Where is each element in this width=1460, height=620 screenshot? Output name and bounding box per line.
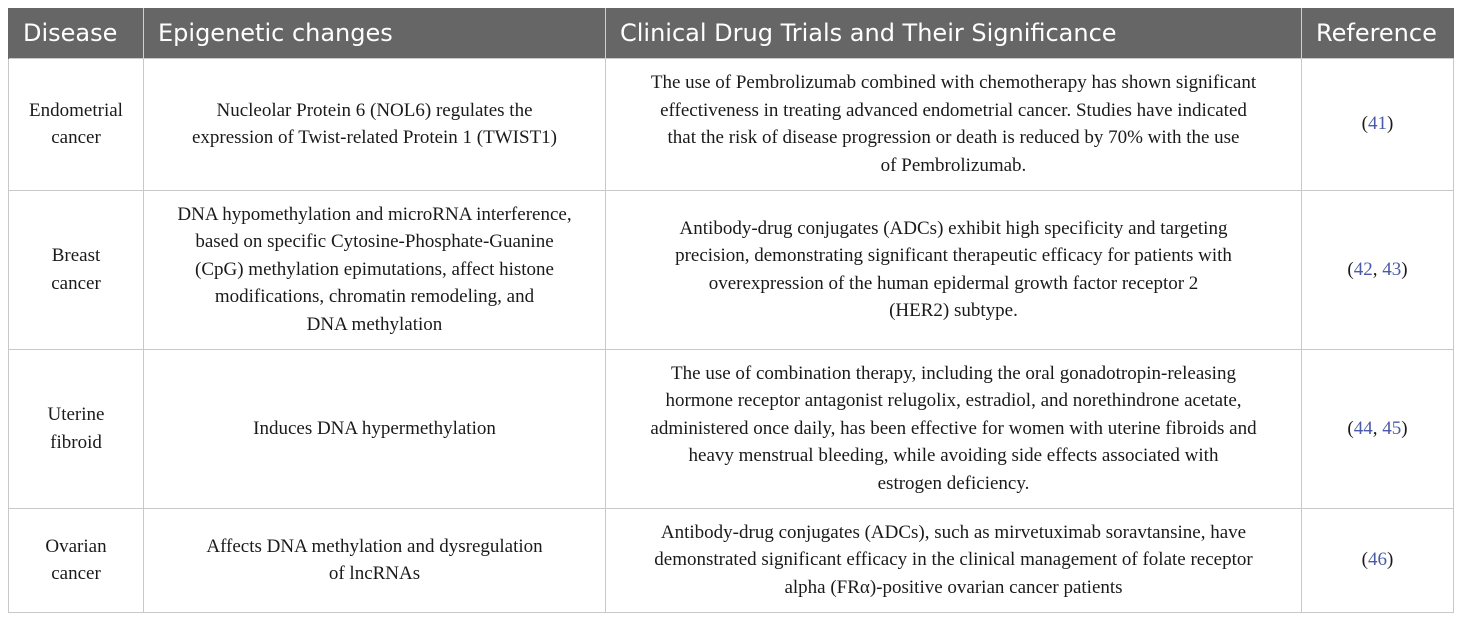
table-row (9, 349, 1454, 508)
epigenetic-cell (144, 190, 606, 349)
trials-cell (606, 349, 1302, 508)
header-clinical-drug-trials: Clinical Drug Trials and Their Significance (606, 8, 1302, 58)
disease-line: cancer (51, 272, 101, 294)
trials-cell (606, 190, 1302, 349)
trials-line: hormone receptor antagonist relugolix, estradiol, and norethindrone acetate, (665, 390, 1242, 412)
trials-line: The use of Pembrolizumab combined with chemotherapy has shown significant (650, 72, 1257, 93)
reference-cell: (41) (1302, 58, 1454, 190)
epigenetic-cell (144, 349, 606, 508)
reference-link[interactable]: 44 (1353, 417, 1373, 439)
table-row (9, 190, 1454, 349)
disease-line: Ovarian (45, 535, 107, 557)
epigenetic-line: Induces DNA hypermethylation (253, 417, 496, 439)
data-table (8, 8, 1454, 613)
disease-line: Endometrial (29, 99, 123, 121)
disease-cell (9, 190, 144, 349)
trials-line: heavy menstrual bleeding, while avoiding side effects associated with (688, 445, 1219, 467)
trials-line: administered once daily, has been effective for women with uterine fibroids and (650, 417, 1257, 439)
epigenetic-cell (144, 58, 606, 190)
disease-line: fibroid (50, 431, 102, 453)
trials-line: The use of combination therapy, including the oral gonadotropin-releasing (671, 362, 1236, 384)
trials-line: Antibody-drug conjugates (ADCs), such as mirvetuximab soravtansine, have (660, 521, 1247, 543)
reference-cell: (46) (1302, 508, 1454, 612)
reference-cell: (42, 43) (1302, 190, 1454, 349)
disease-line: cancer (51, 563, 101, 584)
trials-line: (HER2) subtype. (889, 300, 1018, 321)
epigenetic-line: modifications, chromatin remodeling, and (214, 286, 535, 308)
header-epigenetic-changes: Epigenetic changes (144, 8, 606, 58)
disease-line: cancer (51, 127, 101, 148)
trials-line: precision, demonstrating significant therapeutic efficacy for patients with (675, 245, 1232, 266)
epigenetic-line: Nucleolar Protein 6 (NOL6) regulates the (216, 99, 533, 121)
header-reference: Reference (1302, 8, 1454, 58)
reference-link[interactable]: 45 (1382, 417, 1402, 439)
reference-link[interactable]: 42 (1353, 258, 1373, 280)
epigenetic-line: DNA hypomethylation and microRNA interference, (177, 203, 572, 225)
trials-line: effectiveness in treating advanced endometrial cancer. Studies have indicated (660, 99, 1247, 121)
epigenetic-line: of lncRNAs (328, 563, 421, 584)
disease-line: Uterine (47, 404, 105, 425)
reference-link[interactable]: 43 (1382, 258, 1402, 280)
table-row (9, 58, 1454, 190)
table-row (9, 508, 1454, 612)
epigenetic-line: Affects DNA methylation and dysregulation (206, 535, 543, 557)
trials-line: that the risk of disease progression or death is reduced by 70% with the use (667, 127, 1240, 148)
trials-cell (606, 508, 1302, 612)
trials-cell (606, 58, 1302, 190)
trials-line: estrogen deficiency. (877, 472, 1030, 494)
epigenetic-line: DNA methylation (306, 313, 443, 335)
disease-cell (9, 349, 144, 508)
header-disease: Disease (9, 8, 144, 58)
header-row (9, 8, 1454, 58)
disease-cell (9, 58, 144, 190)
trials-line: Antibody-drug conjugates (ADCs) exhibit high specificity and targeting (679, 217, 1228, 239)
trials-line: of Pembrolizumab. (880, 154, 1027, 176)
disease-cell (9, 508, 144, 612)
reference-link[interactable]: 41 (1368, 113, 1387, 135)
trials-line: overexpression of the human epidermal growth factor receptor 2 (708, 272, 1199, 294)
epigenetic-line: expression of Twist-related Protein 1 (TWIST1) (191, 127, 558, 148)
reference-link[interactable]: 46 (1368, 549, 1387, 571)
epigenetic-line: (CpG) methylation epimutations, affect histone (195, 258, 554, 280)
trials-line: demonstrated significant efficacy in the clinical management of folate receptor (654, 549, 1253, 571)
disease-line: Breast (51, 245, 101, 266)
reference-cell: (44, 45) (1302, 349, 1454, 508)
trials-line: alpha (FRα)-positive ovarian cancer patients (784, 576, 1123, 598)
epigenetic-line: based on specific Cytosine-Phosphate-Guanine (195, 231, 554, 253)
epigenetic-cell (144, 508, 606, 612)
